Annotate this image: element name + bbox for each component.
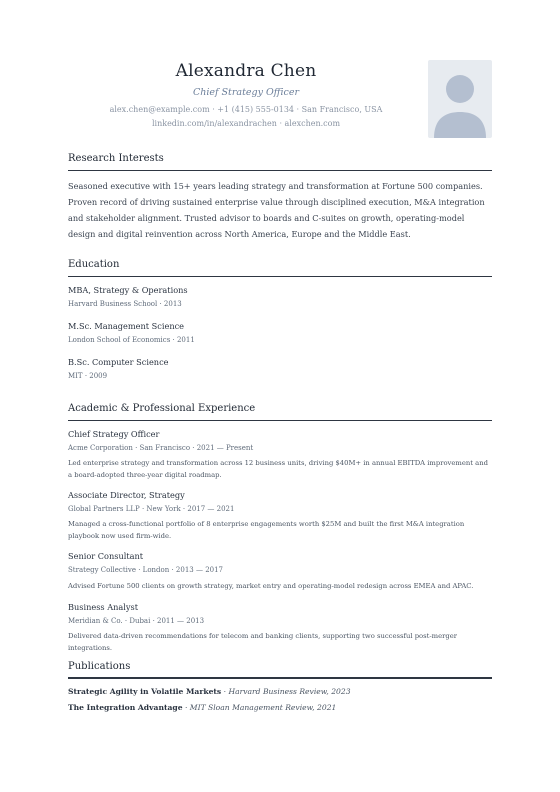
publication-entry: Strategic Agility in Volatile Markets · Harvard Business Review, 2023 <box>68 687 351 696</box>
section-heading-experience: Academic & Professional Experience <box>68 403 256 414</box>
candidate-name: Alexandra Chen <box>175 61 317 81</box>
publication-entry: The Integration Advantage · MIT Sloan Management Review, 2021 <box>68 703 337 712</box>
education-detail: London School of Economics · 2011 <box>68 336 195 344</box>
section-heading-publications: Publications <box>68 661 131 672</box>
person-silhouette-icon <box>428 60 492 138</box>
job-title: Chief Strategy Officer <box>192 87 300 98</box>
section-heading-education: Education <box>68 259 120 270</box>
experience-detail: Meridian & Co. · Dubai · 2011 — 2013 <box>68 617 205 625</box>
education-degree: B.Sc. Computer Science <box>68 357 169 367</box>
education-degree: M.Sc. Management Science <box>68 321 185 331</box>
publication-venue: Harvard Business Review, 2023 <box>228 687 351 696</box>
section-divider <box>68 170 492 171</box>
education-detail: Harvard Business School · 2013 <box>68 300 182 308</box>
experience-description: Advised Fortune 500 clients on growth strategy, market entry and operating-model redesign across EMEA and APAC. <box>68 582 474 590</box>
experience-description: Managed a cross-functional portfolio of 8 enterprise engagements worth $25M and built the first M&A integration playbook now used firm-wide. <box>68 520 465 540</box>
experience-role: Business Analyst <box>68 602 139 612</box>
experience-detail: Acme Corporation · San Francisco · 2021 — Present <box>68 444 254 452</box>
experience-detail: Global Partners LLP · New York · 2017 — 2021 <box>68 505 235 513</box>
experience-description: Delivered data-driven recommendations for telecom and banking clients, supporting two successful post-merger integrations. <box>68 632 457 652</box>
education-degree: MBA, Strategy & Operations <box>68 285 188 295</box>
publication-title: Strategic Agility in Volatile Markets <box>68 687 222 696</box>
section-heading-research: Research Interests <box>68 153 164 164</box>
section-divider <box>68 420 492 421</box>
experience-role: Associate Director, Strategy <box>68 490 185 500</box>
experience-role: Senior Consultant <box>68 551 144 561</box>
contact-info: alex.chen@example.com · +1 (415) 555-0134 · San Francisco, USA <box>109 105 383 114</box>
section-divider <box>68 677 492 679</box>
section-divider <box>68 276 492 277</box>
publication-title: The Integration Advantage <box>68 703 183 712</box>
publication-venue: MIT Sloan Management Review, 2021 <box>189 703 337 712</box>
research-summary: Seasoned executive with 15+ years leading strategy and transformation at Fortune 500 companies. Proven record of driving sustained enterprise value through disciplined execution, M&A integration and stakeholder alignment. Trusted advisor to boards and C-suites on growth, operating-model design and digital reinvention across North America, Europe and the Middle East. <box>68 181 485 239</box>
education-detail: MIT · 2009 <box>68 372 108 380</box>
profile-links: linkedin.com/in/alexandrachen · alexchen.com <box>151 119 341 128</box>
experience-role: Chief Strategy Officer <box>68 429 160 439</box>
experience-description: Led enterprise strategy and transformation across 12 business units, driving $40M+ in annual EBITDA improvement and a board-adopted three-year digital roadmap. <box>68 459 488 479</box>
profile-photo-placeholder <box>428 60 492 138</box>
experience-detail: Strategy Collective · London · 2013 — 2017 <box>68 566 224 574</box>
resume-header <box>68 60 424 130</box>
